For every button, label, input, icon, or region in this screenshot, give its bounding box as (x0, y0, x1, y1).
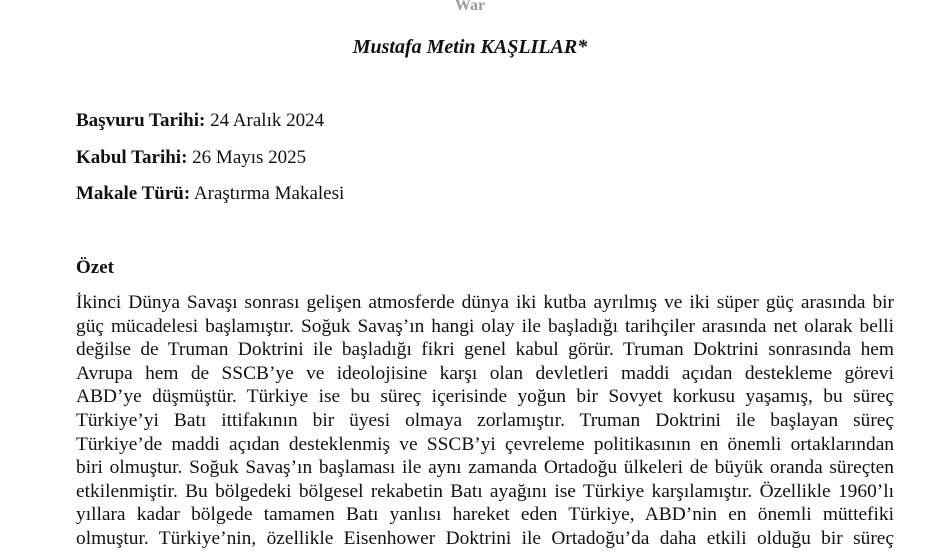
acceptance-date-label: Kabul Tarihi: (76, 147, 188, 168)
abstract-line: güç mücadelesi başlamıştır. Soğuk Savaş’ın hangi olay ile başladığı tarihçiler arasında net olarak belli (76, 315, 894, 337)
abstract-line: olmuştur. Türkiye’nin, özellikle Eisenhower Doktrini ile Ortadoğu’da daha etkili olduğu bir süreç (76, 527, 894, 549)
article-type-label: Makale Türü: (76, 183, 191, 204)
abstract-body (76, 291, 894, 551)
article-type-value: Araştırma Makalesi (190, 183, 345, 204)
submission-date-row (76, 109, 324, 133)
acceptance-date-value: 26 Mayıs 2025 (187, 147, 307, 168)
article-title-fragment: War (454, 0, 486, 14)
abstract-line: İkinci Dünya Savaşı sonrası gelişen atmosferde dünya iki kutba ayrılmış ve iki süper güç arasında bir (76, 292, 894, 313)
abstract-line: Türkiye’de maddi açıdan desteklenmiş ve SSCB’yi çevreleme politikasının en önemli ortaklarından (76, 433, 894, 455)
abstract-line: Avrupa hem de SSCB’ye ve ideolojisine karşı olan devletleri maddi açıdan destekleme görevi (76, 362, 894, 384)
abstract-line: yıllara kadar bölgede tamamen Batı yanlısı hareket eden Türkiye, ABD’nin en önemli müttefiki (76, 504, 894, 526)
abstract-line: Türkiye’yi Batı ittifakının bir üyesi olmaya zorlamıştır. Truman Doktrini ile başlayan süreç (76, 409, 894, 431)
abstract-line: etkilenmiştir. Bu bölgedeki bölgesel rekabetin Batı ayağını ise Türkiye karşılamıştır. Özellikle 1960’lı (76, 480, 894, 502)
acceptance-date-row (76, 146, 306, 170)
author-name: Mustafa Metin KAŞLILAR* (352, 36, 588, 58)
abstract-line: değilse de Truman Doktrini ile başladığı fikri genel kabul görür. Truman Doktrini sonrasında hem (76, 339, 894, 361)
abstract-line: biri olmuştur. Soğuk Savaş’ın başlaması ile aynı zamanda Ortadoğu ülkeleri de büyük oranda süreçten (76, 457, 894, 479)
article-type-row (76, 182, 344, 206)
submission-date-value: 24 Aralık 2024 (205, 110, 325, 131)
abstract-heading: Özet (76, 257, 114, 278)
abstract-line: ABD’ye düşmüştür. Türkiye ise bu süreç içerisinde yoğun bir Sovyet korkusu yaşamış, bu süreç (76, 386, 894, 408)
submission-date-label: Başvuru Tarihi: (76, 110, 206, 131)
